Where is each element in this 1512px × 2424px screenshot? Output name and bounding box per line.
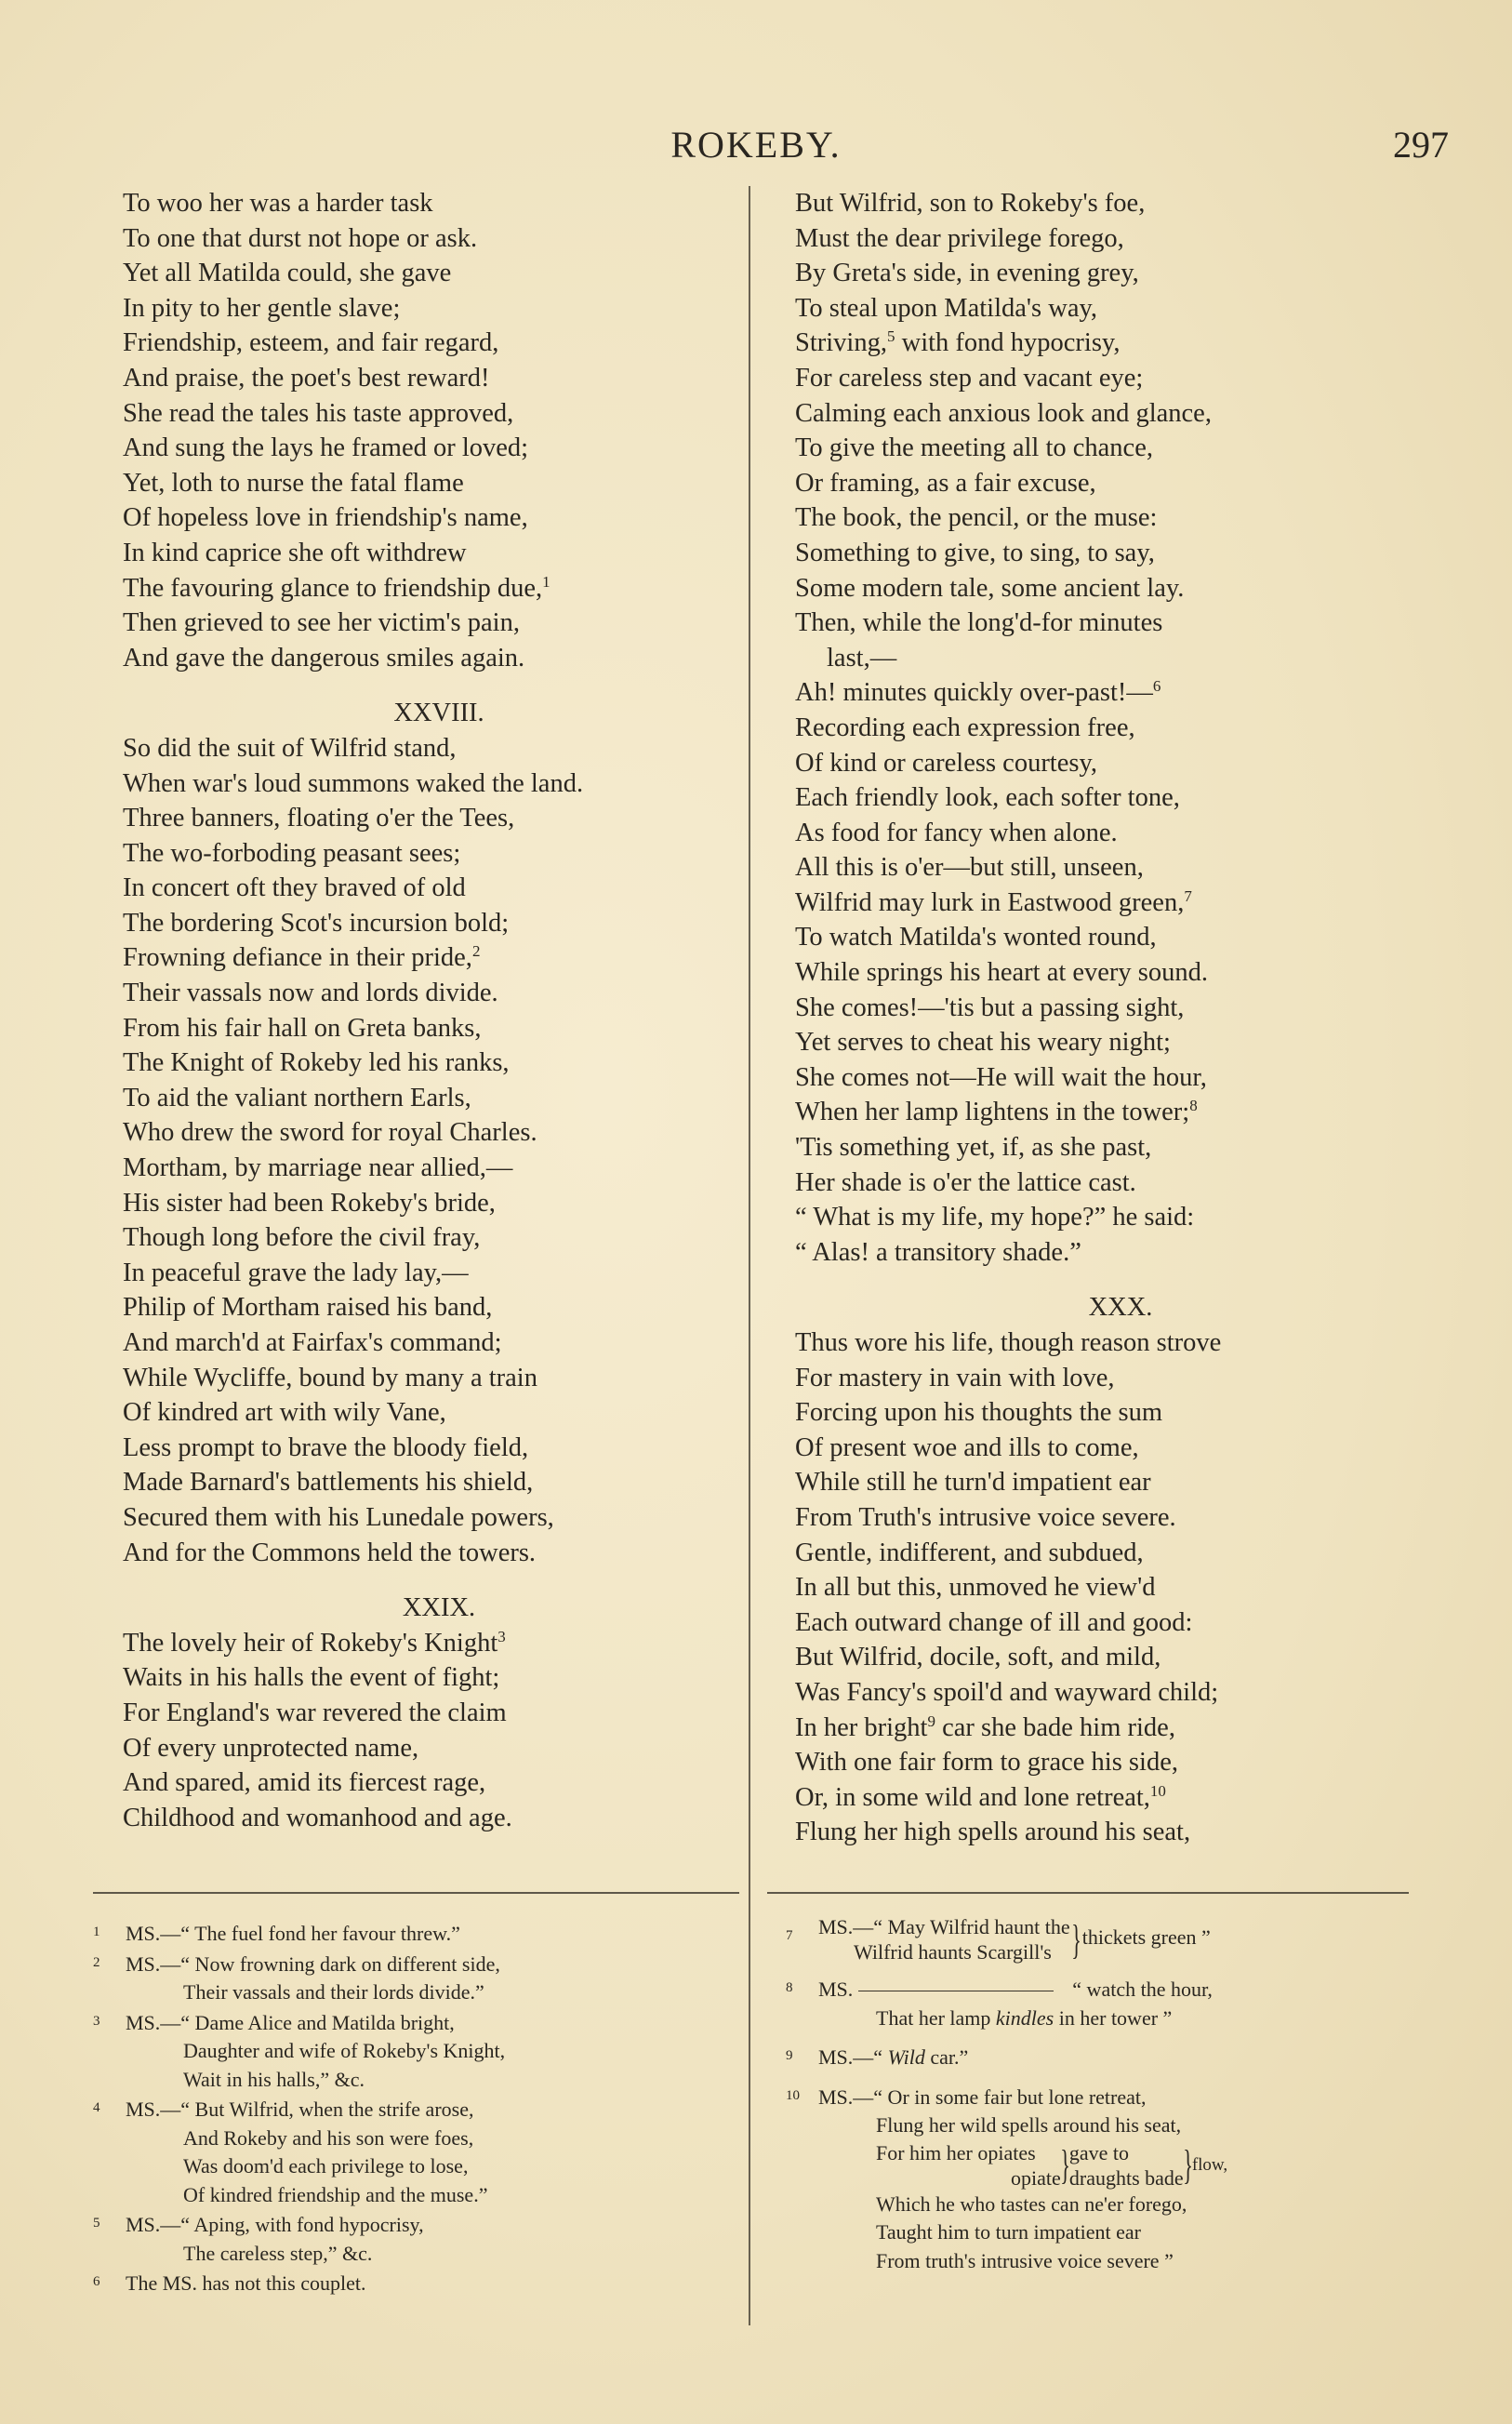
note-ref[interactable]: 7 — [1184, 886, 1192, 905]
footnotes-right — [786, 1914, 1427, 2275]
footnote-text: MS.—“ Dame Alice and Matilda bright, — [126, 2010, 455, 2034]
brace-icon: } — [1070, 1916, 1081, 1963]
footnote-number: 8 — [786, 1980, 793, 1995]
verse-line: Calming each anxious look and glance, — [795, 398, 1212, 428]
verse-line: Forcing upon his thoughts the sum — [795, 1398, 1163, 1428]
footnote-text: MS.—“ Aping, with fond hypocrisy, — [126, 2213, 424, 2236]
footnote-number: 10 — [786, 2087, 800, 2103]
footnote-text: Flung her wild spells around his seat, — [876, 2113, 1182, 2137]
verse-line: All this is o'er—but still, unseen, — [795, 853, 1144, 883]
verse-line: Yet, loth to nurse the fatal flame — [123, 468, 464, 498]
verse-line: In peaceful grave the lady lay,— — [123, 1258, 469, 1287]
verse-text: Ah! minutes quickly over-past!— — [795, 678, 1153, 708]
verse-line: Was Fancy's spoil'd and wayward child; — [795, 1677, 1219, 1707]
verse-text: Striving, — [795, 328, 887, 358]
verse-line: So did the suit of Wilfrid stand, — [123, 733, 457, 763]
verse-line — [795, 1711, 1446, 1746]
brace-icon: } — [1182, 2142, 1193, 2188]
footnote-text: Wait in his halls,” &c. — [183, 2067, 365, 2091]
footnote-number: 4 — [93, 2100, 100, 2115]
verse-line — [795, 886, 1446, 921]
verse-line: “ Alas! a transitory shade.” — [795, 1237, 1081, 1267]
footnote-text: thickets green ” — [1081, 1925, 1211, 1950]
verse-line: His sister had been Rokeby's bride, — [123, 1188, 496, 1218]
footnote-variant-b — [1069, 2140, 1184, 2191]
footnote-text: gave to — [1068, 2140, 1130, 2164]
footnote-text: Wilfrid haunts Scargill's — [854, 1940, 1052, 1964]
stanza-xxviii — [123, 731, 755, 1570]
running-head: ROKEBY. — [670, 124, 842, 166]
verse-line: Flung her high spells around his seat, — [795, 1818, 1191, 1847]
verse-line — [795, 1095, 1446, 1130]
footnote — [786, 2042, 1427, 2072]
verse-line: She comes!—'tis but a passing sight, — [795, 992, 1185, 1022]
footnote-text: draughts bade — [1068, 2165, 1184, 2190]
verse-text: In her bright — [795, 1712, 928, 1742]
verse-text: The lovely heir of Rokeby's Knight — [123, 1628, 498, 1658]
left-column — [123, 186, 755, 1835]
verse-line: “ What is my life, my hope?” he said: — [795, 1203, 1195, 1232]
footnote — [93, 2094, 735, 2124]
footnote-text: MS.—“ The fuel fond her favour threw.” — [126, 1922, 460, 1945]
note-ref[interactable]: 2 — [471, 942, 481, 961]
footnote-text: MS.—“ Or in some fair but lone retreat, — [818, 2084, 1147, 2109]
verse-line: From his fair hall on Greta banks, — [123, 1013, 482, 1043]
footnote-number: 6 — [93, 2274, 100, 2289]
verse-line: Friendship, esteem, and fair regard, — [123, 328, 499, 358]
verse-line: Though long before the civil fray, — [123, 1223, 481, 1253]
verse-line: To woo her was a harder task — [123, 189, 433, 218]
footnote-number: 1 — [93, 1925, 100, 1939]
stanza-heading: XXX. — [1088, 1293, 1153, 1323]
verse-line: The Knight of Rokeby led his ranks, — [123, 1048, 510, 1078]
footnote-text: MS.—“ — [818, 2045, 883, 2069]
verse-line: Thus wore his life, though reason strove — [795, 1328, 1222, 1357]
verse-line: last,— — [827, 643, 897, 673]
footnote — [786, 1974, 1427, 2004]
verse-line: Mortham, by marriage near allied,— — [123, 1153, 513, 1183]
verse-line: Philip of Mortham raised his band, — [123, 1293, 493, 1323]
verse-line: And praise, the poet's best reward! — [123, 363, 490, 393]
footnote-text: From truth's intrusive voice severe ” — [876, 2248, 1174, 2272]
verse-text: Or, in some wild and lone retreat, — [795, 1782, 1150, 1812]
verse-line: For England's war revered the claim — [123, 1698, 507, 1727]
verse-line: The bordering Scot's incursion bold; — [123, 908, 510, 938]
footnotes-left — [93, 1918, 735, 2298]
footnote-text: MS. — [818, 1978, 854, 2001]
verse-line: Their vassals now and lords divide. — [123, 979, 498, 1008]
verse-line: To one that durst not hope or ask. — [123, 223, 478, 253]
verse-line: Waits in his halls the event of fight; — [123, 1663, 500, 1693]
footnote-variants — [818, 1914, 1070, 1965]
footnote-text: The MS. has not this couplet. — [126, 2271, 366, 2295]
verse-line: Or framing, as a fair excuse, — [795, 468, 1096, 498]
verse-line: Of kind or careless courtesy, — [795, 748, 1097, 778]
footnote — [93, 1918, 735, 1949]
footnote-text: Taught him to turn impatient ear — [876, 2220, 1142, 2244]
verse-line: And for the Commons held the towers. — [123, 1538, 537, 1567]
footnote — [93, 2268, 735, 2298]
verse-line: Less prompt to brave the bloody field, — [123, 1432, 529, 1462]
verse-line: She comes not—He will wait the hour, — [795, 1062, 1207, 1092]
footnote-text: MS.—“ Now frowning dark on different side, — [126, 1951, 500, 1976]
verse-line — [795, 326, 1446, 361]
verse-line: But Wilfrid, son to Rokeby's foe, — [795, 189, 1146, 218]
verse-line: To aid the valiant northern Earls, — [123, 1083, 471, 1112]
note-ref[interactable]: 8 — [1189, 1097, 1198, 1115]
verse-line: 'Tis something yet, if, as she past, — [795, 1133, 1152, 1163]
verse-line — [795, 675, 1446, 711]
verse-line: Then grieved to see her victim's pain, — [123, 608, 520, 638]
verse-text: The favouring glance to friendship due, — [123, 573, 543, 603]
verse-text: Wilfrid may lurk in Eastwood green, — [795, 887, 1185, 917]
verse-line: And march'd at Fairfax's command; — [123, 1328, 502, 1357]
stanza-xxx — [795, 1325, 1446, 1850]
verse-line: Gentle, indifferent, and subdued, — [795, 1538, 1144, 1567]
verse-line: To watch Matilda's wonted round, — [795, 923, 1157, 952]
footnote-number: 3 — [93, 2013, 100, 2029]
verse-line: From Truth's intrusive voice severe. — [795, 1502, 1176, 1532]
verse-line: And gave the dangerous smiles again. — [123, 643, 525, 673]
verse-line: Made Barnard's battlements his shield, — [123, 1468, 534, 1498]
verse-line: Then, while the long'd-for minutes — [795, 608, 1163, 638]
note-ref[interactable]: 1 — [542, 572, 550, 591]
verse-line: As food for fancy when alone. — [795, 818, 1118, 847]
footnote — [786, 2004, 1427, 2033]
footnote-rule-right — [767, 1892, 1409, 1894]
stanza-xxix — [123, 1626, 755, 1836]
footnote-rule-left — [93, 1892, 739, 1894]
verse-line: And spared, amid its fiercest rage, — [123, 1768, 486, 1798]
verse-line: To steal upon Matilda's way, — [795, 293, 1098, 323]
footnote-text: Their vassals and their lords divide.” — [183, 1980, 484, 2004]
footnote-text: in her tower ” — [1058, 2005, 1173, 2030]
footnote-text: Which he who tastes can ne'er forego, — [876, 2191, 1187, 2216]
verse-line: And sung the lays he framed or loved; — [123, 433, 529, 463]
footnote-text: car.” — [930, 2045, 969, 2069]
verse-line: Secured them with his Lunedale powers, — [123, 1502, 554, 1532]
verse-line — [795, 1780, 1446, 1816]
verse-line: In concert oft they braved of old — [123, 873, 466, 903]
verse-line: To give the meeting all to chance, — [795, 433, 1153, 463]
footnote-text: Of kindred friendship and the muse.” — [183, 2182, 488, 2206]
verse-line — [123, 940, 755, 976]
verse-line: Who drew the sword for royal Charles. — [123, 1118, 537, 1148]
stanza-heading: XXVIII. — [393, 699, 484, 728]
verse-line: By Greta's side, in evening grey, — [795, 259, 1139, 288]
verse-line: Three banners, floating o'er the Tees, — [123, 804, 515, 833]
footnote — [93, 2209, 735, 2240]
verse-line: Some modern tale, some ancient lay. — [795, 573, 1185, 603]
note-ref[interactable]: 10 — [1149, 1781, 1166, 1800]
footnote-text: MS.—“ May Wilfrid haunt the — [818, 1915, 1070, 1938]
footnote-text: Was doom'd each privilege to lose, — [183, 2154, 469, 2178]
verse-line: She read the tales his taste approved, — [123, 398, 514, 428]
verse-line: Of hopeless love in friendship's name, — [123, 503, 528, 533]
verse-line: Recording each expression free, — [795, 713, 1135, 742]
verse-line — [123, 1626, 755, 1661]
footnote-number: 5 — [93, 2216, 100, 2231]
note-ref[interactable]: 9 — [927, 1711, 935, 1730]
brace-icon: } — [1060, 2142, 1070, 2188]
verse-line: Childhood and womanhood and age. — [123, 1803, 512, 1832]
footnote-variant-a — [876, 2140, 1061, 2191]
intro-stanza — [123, 186, 755, 675]
footnote-text: For him her opiates — [876, 2140, 1036, 2164]
verse-text: car she bade him ride, — [935, 1712, 1175, 1742]
verse-line: In kind caprice she oft withdrew — [123, 538, 467, 567]
stanza-heading: XXIX. — [402, 1593, 476, 1623]
footnote — [93, 1949, 735, 1979]
verse-line: But Wilfrid, docile, soft, and mild, — [795, 1643, 1161, 1672]
verse-line: Each friendly look, each softer tone, — [795, 783, 1180, 813]
verse-line: Something to give, to sing, to say, — [795, 538, 1155, 567]
verse-line: When war's loud summons waked the land. — [123, 768, 584, 798]
verse-line: Each outward change of ill and good: — [795, 1607, 1193, 1637]
verse-line: Yet serves to cheat his weary night; — [795, 1028, 1171, 1058]
verse-line: While springs his heart at every sound. — [795, 958, 1209, 988]
footnote-number: 2 — [93, 1954, 100, 1970]
verse-text: with fond hypocrisy, — [895, 328, 1121, 358]
footnote — [786, 2082, 1427, 2112]
footnote — [93, 2007, 735, 2038]
footnote-text: Daughter and wife of Rokeby's Knight, — [183, 2039, 506, 2062]
page-number: 297 — [1393, 124, 1449, 166]
footnote-italic: kindles — [995, 2005, 1054, 2030]
footnote-italic: Wild — [887, 2045, 925, 2069]
footnote-text: And Rokeby and his son were foes, — [183, 2125, 474, 2150]
verse-line: Her shade is o'er the lattice cast. — [795, 1167, 1136, 1197]
verse-line: The wo-forboding peasant sees; — [123, 838, 461, 868]
footnote-text: “ watch the hour, — [1072, 1978, 1213, 2001]
verse-line: Of every unprotected name, — [123, 1733, 419, 1763]
verse-line: For careless step and vacant eye; — [795, 363, 1144, 393]
verse-line: While Wycliffe, bound by many a train — [123, 1363, 537, 1392]
footnote-text: That her lamp — [876, 2005, 991, 2030]
footnote-text: MS.—“ But Wilfrid, when the strife arose, — [126, 2098, 474, 2121]
verse-line: Must the dear privilege forego, — [795, 223, 1124, 253]
footnote-number: 9 — [786, 2048, 793, 2063]
footnote-text: flow, — [1191, 2154, 1228, 2175]
right-column — [795, 186, 1446, 1850]
footnote-text: The careless step,” &c. — [183, 2241, 373, 2265]
footnote-text: opiate — [1011, 2165, 1061, 2190]
verse-line: Yet all Matilda could, she gave — [123, 259, 452, 288]
verse-line: In pity to her gentle slave; — [123, 293, 401, 323]
footnote-number: 7 — [786, 1928, 793, 1944]
note-ref[interactable]: 5 — [886, 327, 895, 346]
verse-line: For mastery in vain with love, — [795, 1363, 1115, 1392]
verse-line: Of kindred art with wily Vane, — [123, 1398, 446, 1428]
verse-line: While still he turn'd impatient ear — [795, 1468, 1151, 1498]
verse-text: Frowning defiance in their pride, — [123, 943, 472, 973]
footnote-variants — [786, 2140, 1427, 2191]
verse-line: Of present woe and ills to come, — [795, 1432, 1139, 1462]
verse-line: In all but this, unmoved he view'd — [795, 1573, 1156, 1603]
footnote — [786, 1914, 1427, 1965]
note-ref[interactable]: 3 — [497, 1627, 506, 1645]
verse-line: The book, the pencil, or the muse: — [795, 503, 1158, 533]
verse-text: When her lamp lightens in the tower; — [795, 1098, 1190, 1127]
verse-line: With one fair form to grace his side, — [795, 1748, 1178, 1778]
verse-line — [123, 571, 755, 606]
note-ref[interactable]: 6 — [1152, 677, 1161, 696]
